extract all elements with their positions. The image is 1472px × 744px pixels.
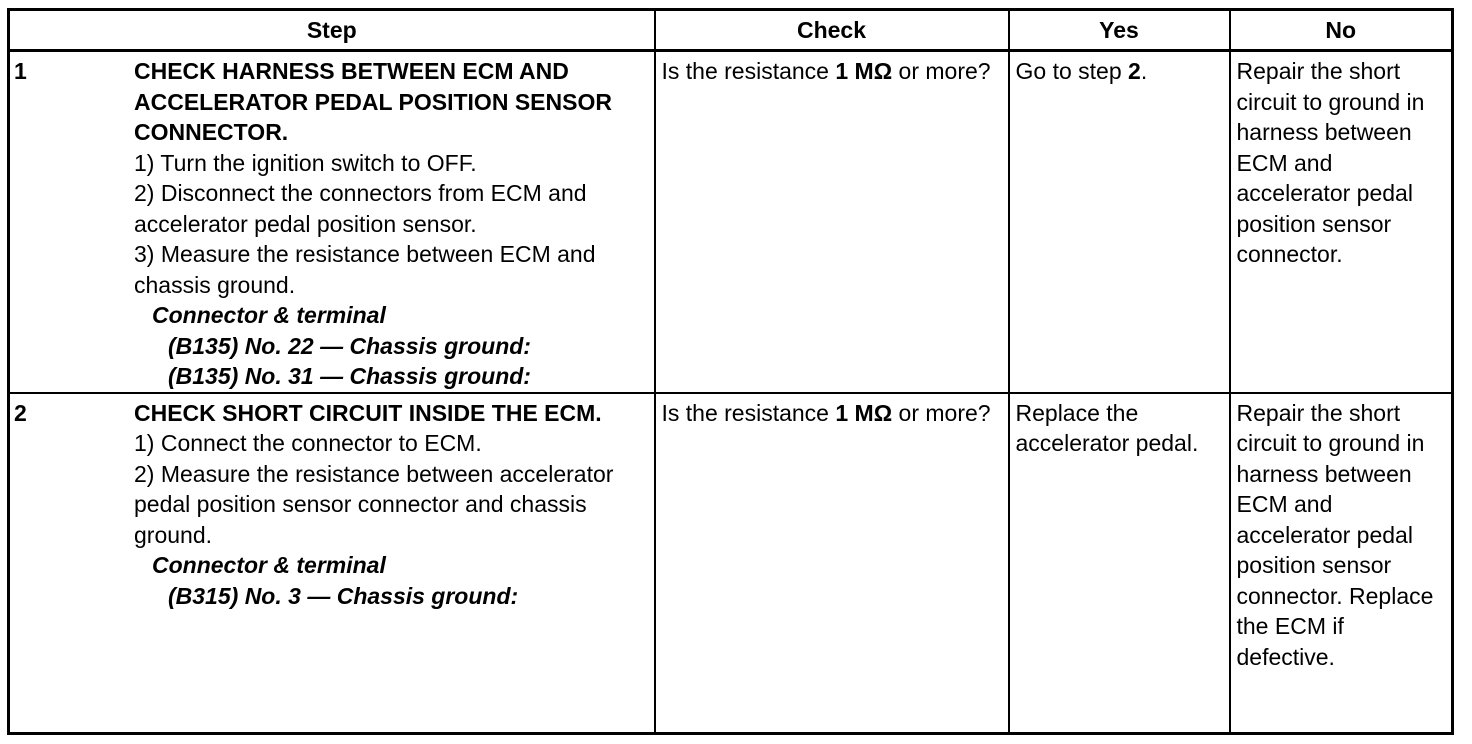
check-text: Is the resistance bbox=[661, 58, 829, 84]
check-text: or more? bbox=[898, 399, 991, 426]
step-title: CHECK HARNESS BETWEEN ECM AND ACCELERATOR PEDAL POSITION SENSOR CONNECTOR. bbox=[134, 58, 612, 145]
check-cell bbox=[655, 393, 1009, 734]
table-row bbox=[9, 51, 1453, 393]
yes-text: Replace the accelerator pedal. bbox=[1015, 399, 1199, 456]
step-cell bbox=[9, 393, 655, 734]
check-text: or more? bbox=[898, 58, 991, 84]
header-row bbox=[9, 10, 1453, 51]
no-text: Repair the short circuit to ground in harness between ECM and accelerator pedal position sensor connector. bbox=[1236, 58, 1425, 267]
terminal-spec: (B315) No. 3 — Chassis ground: bbox=[168, 582, 519, 609]
check-text: Is the resistance bbox=[661, 399, 829, 426]
table-row bbox=[9, 393, 1453, 734]
procedure-step: 1) Turn the ignition switch to OFF. bbox=[134, 149, 477, 176]
header-yes: Yes bbox=[1009, 10, 1230, 51]
step-title: CHECK SHORT CIRCUIT INSIDE THE ECM. bbox=[134, 399, 602, 426]
procedure-step: 2) Disconnect the connectors from ECM and accelerator pedal position sensor. bbox=[134, 180, 587, 237]
procedure-step: 1) Connect the connector to ECM. bbox=[134, 430, 482, 456]
yes-step-ref: 2 bbox=[1128, 58, 1141, 84]
check-value: 1 MΩ bbox=[835, 399, 893, 426]
header-step: Step bbox=[9, 10, 655, 51]
yes-punct: . bbox=[1140, 58, 1148, 84]
step-cell bbox=[9, 51, 655, 393]
yes-cell bbox=[1009, 393, 1230, 734]
header-check: Check bbox=[655, 10, 1009, 51]
yes-cell bbox=[1009, 51, 1230, 393]
yes-text: Go to step bbox=[1015, 58, 1122, 84]
step-number: 1 bbox=[14, 58, 27, 84]
diagnostic-procedure bbox=[7, 8, 1454, 735]
connector-heading: Connector & terminal bbox=[152, 552, 386, 578]
diagnostic-table bbox=[7, 8, 1454, 735]
no-cell bbox=[1230, 393, 1453, 734]
procedure-step: 2) Measure the resistance between accelerator pedal position sensor connector and chassis ground. bbox=[134, 460, 614, 548]
step-number: 2 bbox=[14, 399, 27, 426]
check-cell bbox=[655, 51, 1009, 393]
connector-heading: Connector & terminal bbox=[152, 302, 386, 328]
no-cell bbox=[1230, 51, 1453, 393]
terminal-spec: (B135) No. 22 — Chassis ground: bbox=[168, 332, 531, 359]
check-value: 1 MΩ bbox=[835, 58, 893, 84]
procedure-step: 3) Measure the resistance between ECM and chassis ground. bbox=[134, 241, 596, 298]
header-no: No bbox=[1230, 10, 1453, 51]
terminal-spec: (B135) No. 31 — Chassis ground: bbox=[168, 363, 531, 389]
no-text: Repair the short circuit to ground in harness between ECM and accelerator pedal position sensor connector. Replace the ECM if defective. bbox=[1236, 399, 1434, 670]
